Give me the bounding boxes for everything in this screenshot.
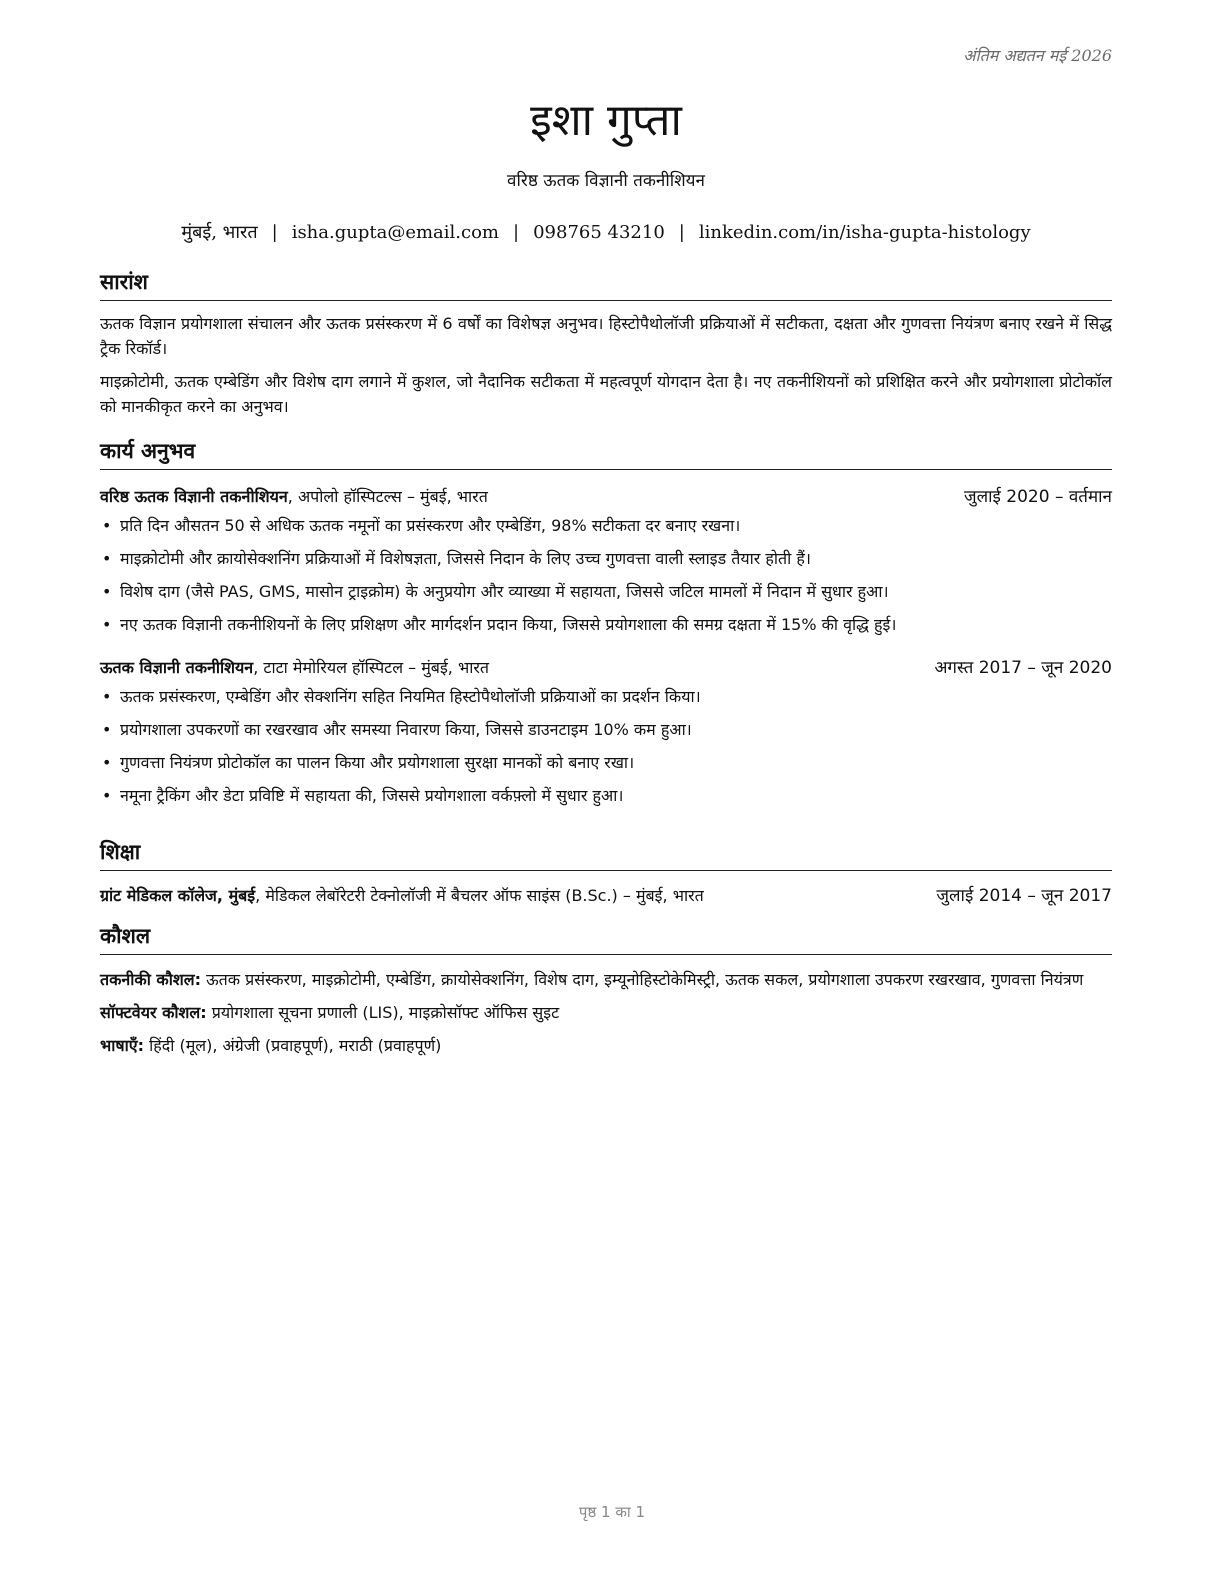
job-role: ऊतक विज्ञानी तकनीशियन <box>100 658 254 677</box>
bullet-icon: • <box>102 615 112 634</box>
skills-section <box>100 922 1112 1066</box>
bullet-item <box>100 717 1112 742</box>
bullet-item <box>100 612 1112 637</box>
job-header <box>100 484 1112 507</box>
separator: | <box>513 222 520 243</box>
contact-email[interactable]: isha.gupta@email.com <box>291 222 500 243</box>
bullet-icon: • <box>102 720 112 739</box>
bullet-item <box>100 750 1112 775</box>
bullet-text: नमूना ट्रैकिंग और डेटा प्रविष्टि में सहायता की, जिससे प्रयोगशाला वर्कफ़्लो में सुधार हुआ। <box>120 786 624 805</box>
job-bullets <box>100 684 1112 808</box>
bullet-text: नए ऊतक विज्ञानी तकनीशियनों के लिए प्रशिक्षण और मार्गदर्शन प्रदान किया, जिससे प्रयोगशाला की समग्र दक्षता में 15% की वृद्धि हुई। <box>120 615 897 634</box>
job-role-org <box>100 656 489 678</box>
job-role: वरिष्ठ ऊतक विज्ञानी तकनीशियन <box>100 487 288 506</box>
summary-paragraph: माइक्रोटोमी, ऊतक एम्बेडिंग और विशेष दाग लगाने में कुशल, जो नैदानिक सटीकता में महत्वपूर्ण योगदान देता है। नए तकनीशियनों को प्रशिक्षित करने और प्रयोगशाला प्रोटोकॉल को मानकीकृत करने का अनुभव। <box>100 372 1112 416</box>
bullet-item <box>100 684 1112 709</box>
section-heading: कौशल <box>100 922 1112 955</box>
separator: | <box>271 222 278 243</box>
skill-value: प्रयोगशाला सूचना प्रणाली (LIS), माइक्रोसॉफ्ट ऑफिस सुइट <box>206 1003 560 1022</box>
experience-section <box>100 437 1112 816</box>
contact-line <box>100 220 1112 244</box>
bullet-text: माइक्रोटोमी और क्रायोसेक्शनिंग प्रक्रियाओं में विशेषज्ञता, जिससे निदान के लिए उच्च गुणवत्ता वाली स्लाइड तैयार होती हैं। <box>120 549 811 568</box>
contact-phone[interactable]: 098765 43210 <box>533 222 665 243</box>
skill-line <box>100 1000 1112 1025</box>
bullet-item <box>100 783 1112 808</box>
skill-line <box>100 1033 1112 1058</box>
education-degree: , मेडिकल लेबॉरेटरी टेक्नोलॉजी में बैचलर ऑफ साइंस (B.Sc.) – मुंबई, भारत <box>255 886 704 905</box>
candidate-name: इशा गुप्ता <box>530 95 682 146</box>
bullet-text: प्रति दिन औसतन 50 से अधिक ऊतक नमूनों का प्रसंस्करण और एम्बेडिंग, 98% सटीकता दर बनाए रखना। <box>120 516 741 535</box>
bullet-text: गुणवत्ता नियंत्रण प्रोटोकॉल का पालन किया और प्रयोगशाला सुरक्षा मानकों को बनाए रखा। <box>120 753 635 772</box>
candidate-title: वरिष्ठ ऊतक विज्ञानी तकनीशियन <box>507 171 705 191</box>
job-dates: जुलाई 2020 – वर्तमान <box>963 487 1112 507</box>
skill-label: सॉफ्टवेयर कौशल: <box>100 1003 207 1022</box>
skill-value: हिंदी (मूल), अंग्रेजी (प्रवाहपूर्ण), मराठी (प्रवाहपूर्ण) <box>144 1036 442 1055</box>
contact-linkedin[interactable]: linkedin.com/in/isha-gupta-histology <box>698 222 1031 243</box>
job-role-org <box>100 485 488 507</box>
bullet-text: ऊतक प्रसंस्करण, एम्बेडिंग और सेक्शनिंग सहित नियमित हिस्टोपैथोलॉजी प्रक्रियाओं का प्रदर्शन किया। <box>120 687 701 706</box>
bullet-item <box>100 513 1112 538</box>
separator: | <box>678 222 685 243</box>
bullet-icon: • <box>102 687 112 706</box>
education-school: ग्रांट मेडिकल कॉलेज, मुंबई <box>100 886 256 905</box>
summary-paragraph: ऊतक विज्ञान प्रयोगशाला संचालन और ऊतक प्रसंस्करण में 6 वर्षों का विशेषज्ञ अनुभव। हिस्टोपैथोलॉजी प्रक्रियाओं में सटीकता, दक्षता और गुणवत्ता नियंत्रण बनाए रखने में सिद्ध ट्रैक रिकॉर्ड। <box>100 314 1112 358</box>
job-dates: अगस्त 2017 – जून 2020 <box>934 658 1112 678</box>
section-heading: शिक्षा <box>100 838 1112 871</box>
job-entry <box>100 655 1112 808</box>
bullet-text: विशेष दाग (जैसे PAS, GMS, मासोन ट्राइक्रोम) के अनुप्रयोग और व्याख्या में सहायता, जिससे जटिल मामलों में निदान में सुधार हुआ। <box>120 582 889 601</box>
education-school-degree <box>100 884 704 906</box>
contact-location: मुंबई, भारत <box>181 222 258 243</box>
last-updated: अंतिम अद्यतन मई 2026 <box>963 46 1112 65</box>
skill-label: भाषाएँ: <box>100 1036 145 1055</box>
section-heading: सारांश <box>100 268 1112 301</box>
bullet-icon: • <box>102 582 112 601</box>
bullet-icon: • <box>102 516 112 535</box>
bullet-item <box>100 546 1112 571</box>
skill-line <box>100 967 1112 992</box>
bullet-icon: • <box>102 549 112 568</box>
education-entry <box>100 883 1112 906</box>
job-org: , टाटा मेमोरियल हॉस्पिटल – मुंबई, भारत <box>253 658 490 677</box>
bullet-icon: • <box>102 753 112 772</box>
job-bullets <box>100 513 1112 637</box>
skills-list <box>100 967 1112 1058</box>
bullet-icon: • <box>102 786 112 805</box>
skill-label: तकनीकी कौशल: <box>100 970 201 989</box>
resume-page <box>100 0 1112 1584</box>
page-number: पृष्ठ 1 का 1 <box>578 1503 646 1521</box>
education-section <box>100 838 1112 906</box>
bullet-text: प्रयोगशाला उपकरणों का रखरखाव और समस्या निवारण किया, जिससे डाउनटाइम 10% कम हुआ। <box>120 720 692 739</box>
bullet-item <box>100 579 1112 604</box>
job-header <box>100 655 1112 678</box>
job-entry <box>100 484 1112 637</box>
education-dates: जुलाई 2014 – जून 2017 <box>936 886 1112 906</box>
job-org: , अपोलो हॉस्पिटल्स – मुंबई, भारत <box>287 487 488 506</box>
section-heading: कार्य अनुभव <box>100 437 1112 470</box>
summary-section <box>100 268 1112 419</box>
skill-value: ऊतक प्रसंस्करण, माइक्रोटोमी, एम्बेडिंग, क्रायोसेक्शनिंग, विशेष दाग, इम्यूनोहिस्टोकेमिस्ट्री, ऊतक सकल, प्रयोगशाला उपकरण रखरखाव, गुणवत्ता नियंत्रण <box>201 970 1084 989</box>
